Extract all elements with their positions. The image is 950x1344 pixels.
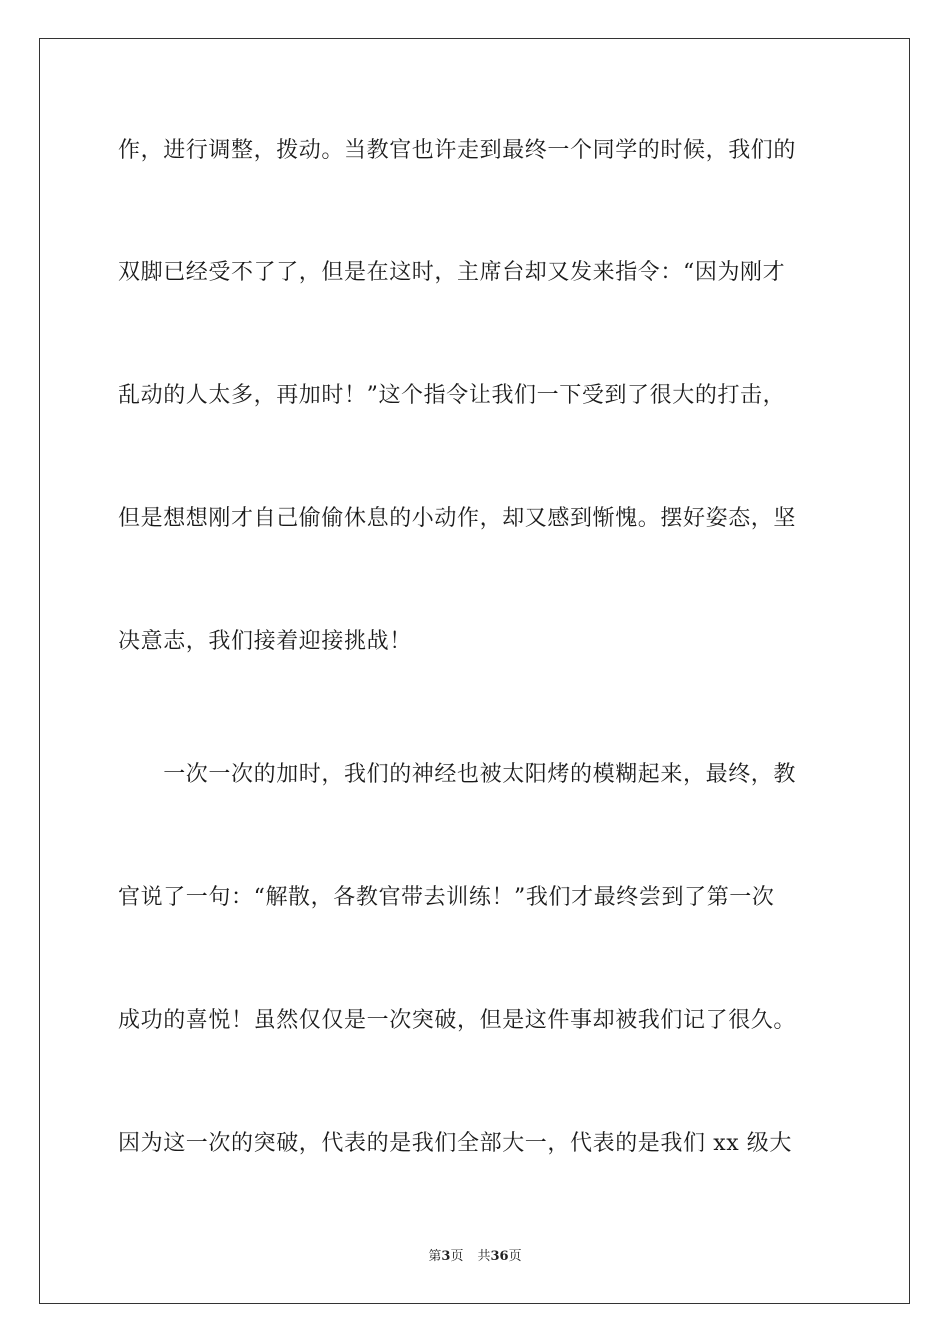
body-text-line-2: 双脚已经受不了了，但是在这时，主席台却又发来指令：“因为刚才 <box>118 260 786 285</box>
body-text-line-3: 乱动的人太多，再加时！”这个指令让我们一下受到了很大的打击， <box>118 383 786 408</box>
body-text-line-6: 一次一次的加时，我们的神经也被太阳烤的模糊起来，最终，教 <box>118 762 797 787</box>
body-text-line-1: 作，进行调整，拨动。当教官也许走到最终一个同学的时候，我们的 <box>118 138 797 163</box>
footer-page-number: 3 <box>441 1249 451 1264</box>
footer-page-suffix: 页 <box>450 1249 464 1264</box>
body-text-line-8: 成功的喜悦！虽然仅仅是一次突破，但是这件事却被我们记了很久。 <box>118 1008 797 1033</box>
page-border <box>39 38 910 1304</box>
body-text-line-7: 官说了一句：“解散，各教官带去训练！”我们才最终尝到了第一次 <box>118 885 775 910</box>
body-text-line-5: 决意志，我们接着迎接挑战！ <box>118 629 412 654</box>
footer-page-prefix: 第 <box>428 1249 442 1264</box>
body-text-line-4: 但是想想刚才自己偷偷休息的小动作，却又感到惭愧。摆好姿态，坚 <box>118 506 797 531</box>
footer-total-prefix: 共 <box>477 1249 491 1264</box>
page-footer <box>0 1248 950 1266</box>
body-text-line-9: 因为这一次的突破，代表的是我们全部大一，代表的是我们 xx 级大 <box>118 1131 793 1156</box>
footer-total-suffix: 页 <box>508 1249 522 1264</box>
footer-total-pages: 36 <box>490 1249 509 1264</box>
